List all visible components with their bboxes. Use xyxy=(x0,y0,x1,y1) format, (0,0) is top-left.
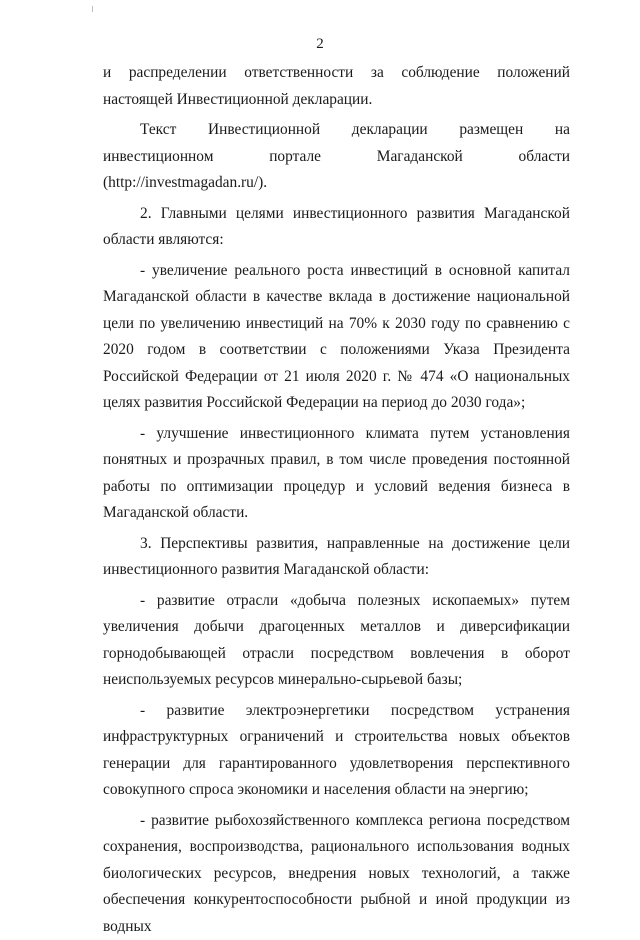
scan-mark xyxy=(92,6,93,12)
paragraph-development-prospects-heading: 3. Перспективы развития, направленные на достижение цели инвестиционного развития Магаданской области: xyxy=(103,531,570,584)
paragraph-prospect-fisheries: - развитие рыбохозяйственного комплекса региона посредством сохранения, воспроизводства, рационального использования водных биологических ресурсов, внедрения новых технологий, а также обеспечения конкурентоспособности рыбной и иной продукции из водных xyxy=(103,808,570,940)
paragraph-prospect-mining: - развитие отрасли «добыча полезных ископаемых» путем увеличения добычи драгоценных металлов и диверсификации горнодобывающей отрасли посредством вовлечения в оборот неиспользуемых ресурсов минерально-сырьевой базы; xyxy=(103,588,570,694)
document-body xyxy=(103,60,570,940)
paragraph-portal-link: Текст Инвестиционной декларации размещен на инвестиционном портале Магаданской области (http://investmagadan.ru/). xyxy=(103,117,570,197)
page-number: 2 xyxy=(0,36,640,53)
paragraph-main-goals-heading: 2. Главными целями инвестиционного развития Магаданской области являются: xyxy=(103,201,570,254)
paragraph-goal-investment-growth: - увеличение реального роста инвестиций в основной капитал Магаданской области в качестве вклада в достижение национальной цели по увеличению инвестиций на 70% к 2030 году по сравнению с 2020 годом в соответствии с положениями Указа Президента Российской Федерации от 21 июля 2020 г. № 474 «О национальных целях развития Российской Федерации на период до 2030 года»; xyxy=(103,258,570,417)
paragraph-goal-investment-climate: - улучшение инвестиционного климата путем установления понятных и прозрачных правил, в том числе проведения постоянной работы по оптимизации процедур и условий ведения бизнеса в Магаданской области. xyxy=(103,421,570,527)
paragraph-prospect-energy: - развитие электроэнергетики посредством устранения инфраструктурных ограничений и строительства новых объектов генерации для гарантированного удовлетворения перспективного совокупного спроса экономики и населения области на энергию; xyxy=(103,698,570,804)
paragraph-responsibility-continuation: и распределении ответственности за соблюдение положений настоящей Инвестиционной декларации. xyxy=(103,60,570,113)
